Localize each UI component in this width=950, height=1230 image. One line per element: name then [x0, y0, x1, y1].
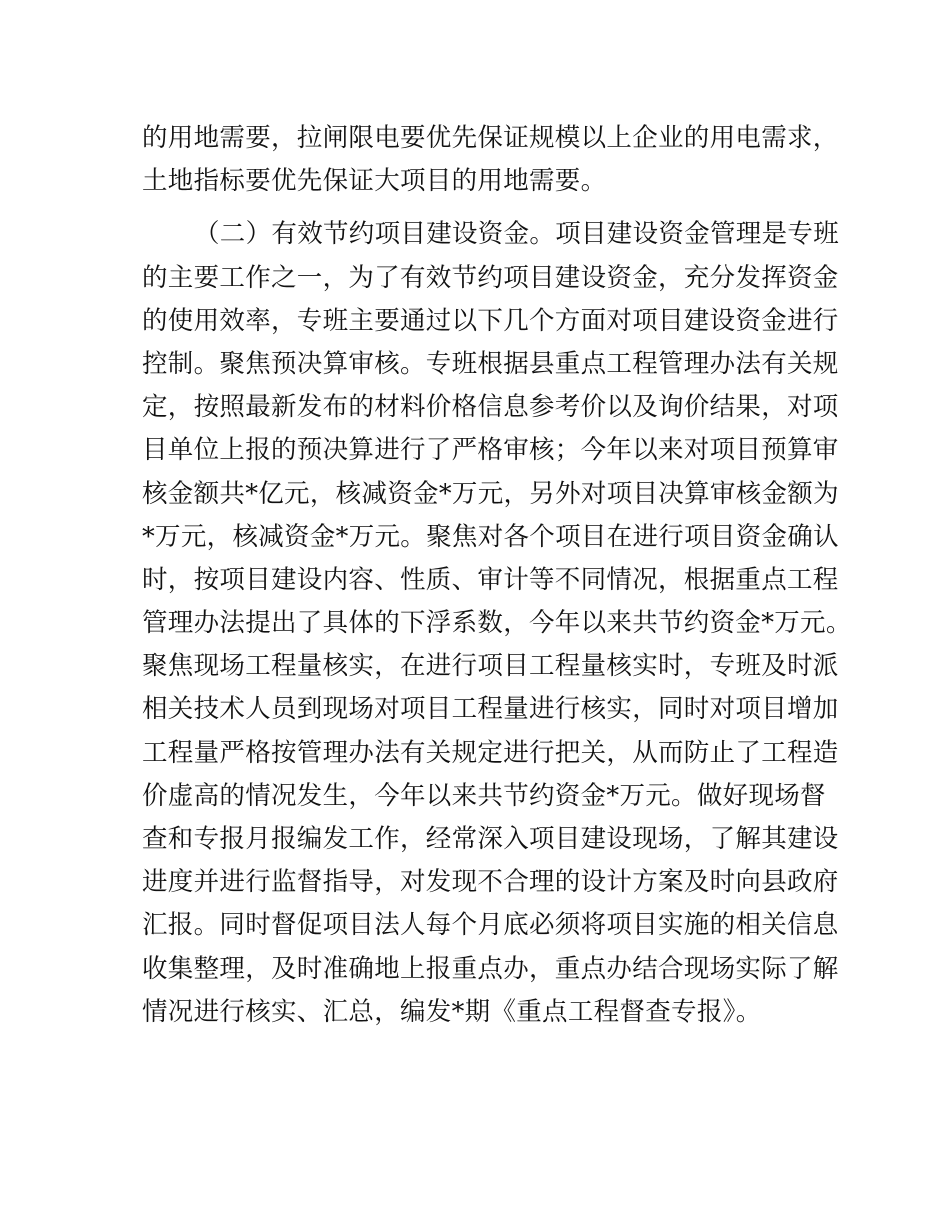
text-line: 的主要工作之一，为了有效节约项目建设资金，充分发挥资金	[142, 262, 839, 293]
text-line: 进度并进行监督指导，对发现不合理的设计方案及时向县政府	[142, 867, 839, 898]
text-line: 工程量严格按管理办法有关规定进行把关，从而防止了工程造	[142, 737, 839, 768]
document-body	[142, 117, 852, 1034]
text-line: 控制。聚焦预决算审核。专班根据县重点工程管理办法有关规	[142, 348, 839, 379]
text-line: 聚焦现场工程量核实，在进行项目工程量核实时，专班及时派	[142, 651, 839, 682]
text-line: 时，按项目建设内容、性质、审计等不同情况，根据重点工程	[142, 564, 839, 595]
text-line: 目单位上报的预决算进行了严格审核；今年以来对项目预算审	[142, 435, 839, 466]
text-line: 查和专报月报编发工作，经常深入项目建设现场，了解其建设	[142, 824, 839, 854]
section-heading-line: （二）有效节约项目建设资金。项目建设资金管理是专班	[194, 219, 840, 250]
text-line: 定，按照最新发布的材料价格信息参考价以及询价结果，对项	[142, 392, 839, 423]
text-line: 相关技术人员到现场对项目工程量进行核实，同时对项目增加	[142, 694, 839, 725]
paragraph-section-two	[142, 213, 852, 1034]
text-line: 管理办法提出了具体的下浮系数，今年以来共节约资金*万元。	[142, 608, 852, 639]
paragraph-continuation	[142, 117, 839, 203]
text-line: 收集整理，及时准确地上报重点办，重点办结合现场实际了解	[142, 953, 839, 984]
paragraph-gap	[142, 203, 832, 213]
text-line: 汇报。同时督促项目法人每个月底必须将项目实施的相关信息	[142, 910, 839, 941]
text-line: 价虚高的情况发生，今年以来共节约资金*万元。做好现场督	[142, 780, 826, 811]
text-line: 的用地需要，拉闸限电要优先保证规模以上企业的用电需求，	[142, 123, 839, 153]
text-line: *万元，核减资金*万元。聚焦对各个项目在进行项目资金确认	[142, 521, 839, 552]
text-line: 的使用效率，专班主要通过以下几个方面对项目建设资金进行	[142, 305, 839, 336]
text-line: 核金额共*亿元，核减资金*万元，另外对项目决算审核金额为	[142, 478, 839, 509]
text-line: 土地指标要优先保证大项目的用地需要。	[142, 166, 607, 197]
text-line: 情况进行核实、汇总，编发*期《重点工程督查专报》。	[142, 996, 762, 1027]
